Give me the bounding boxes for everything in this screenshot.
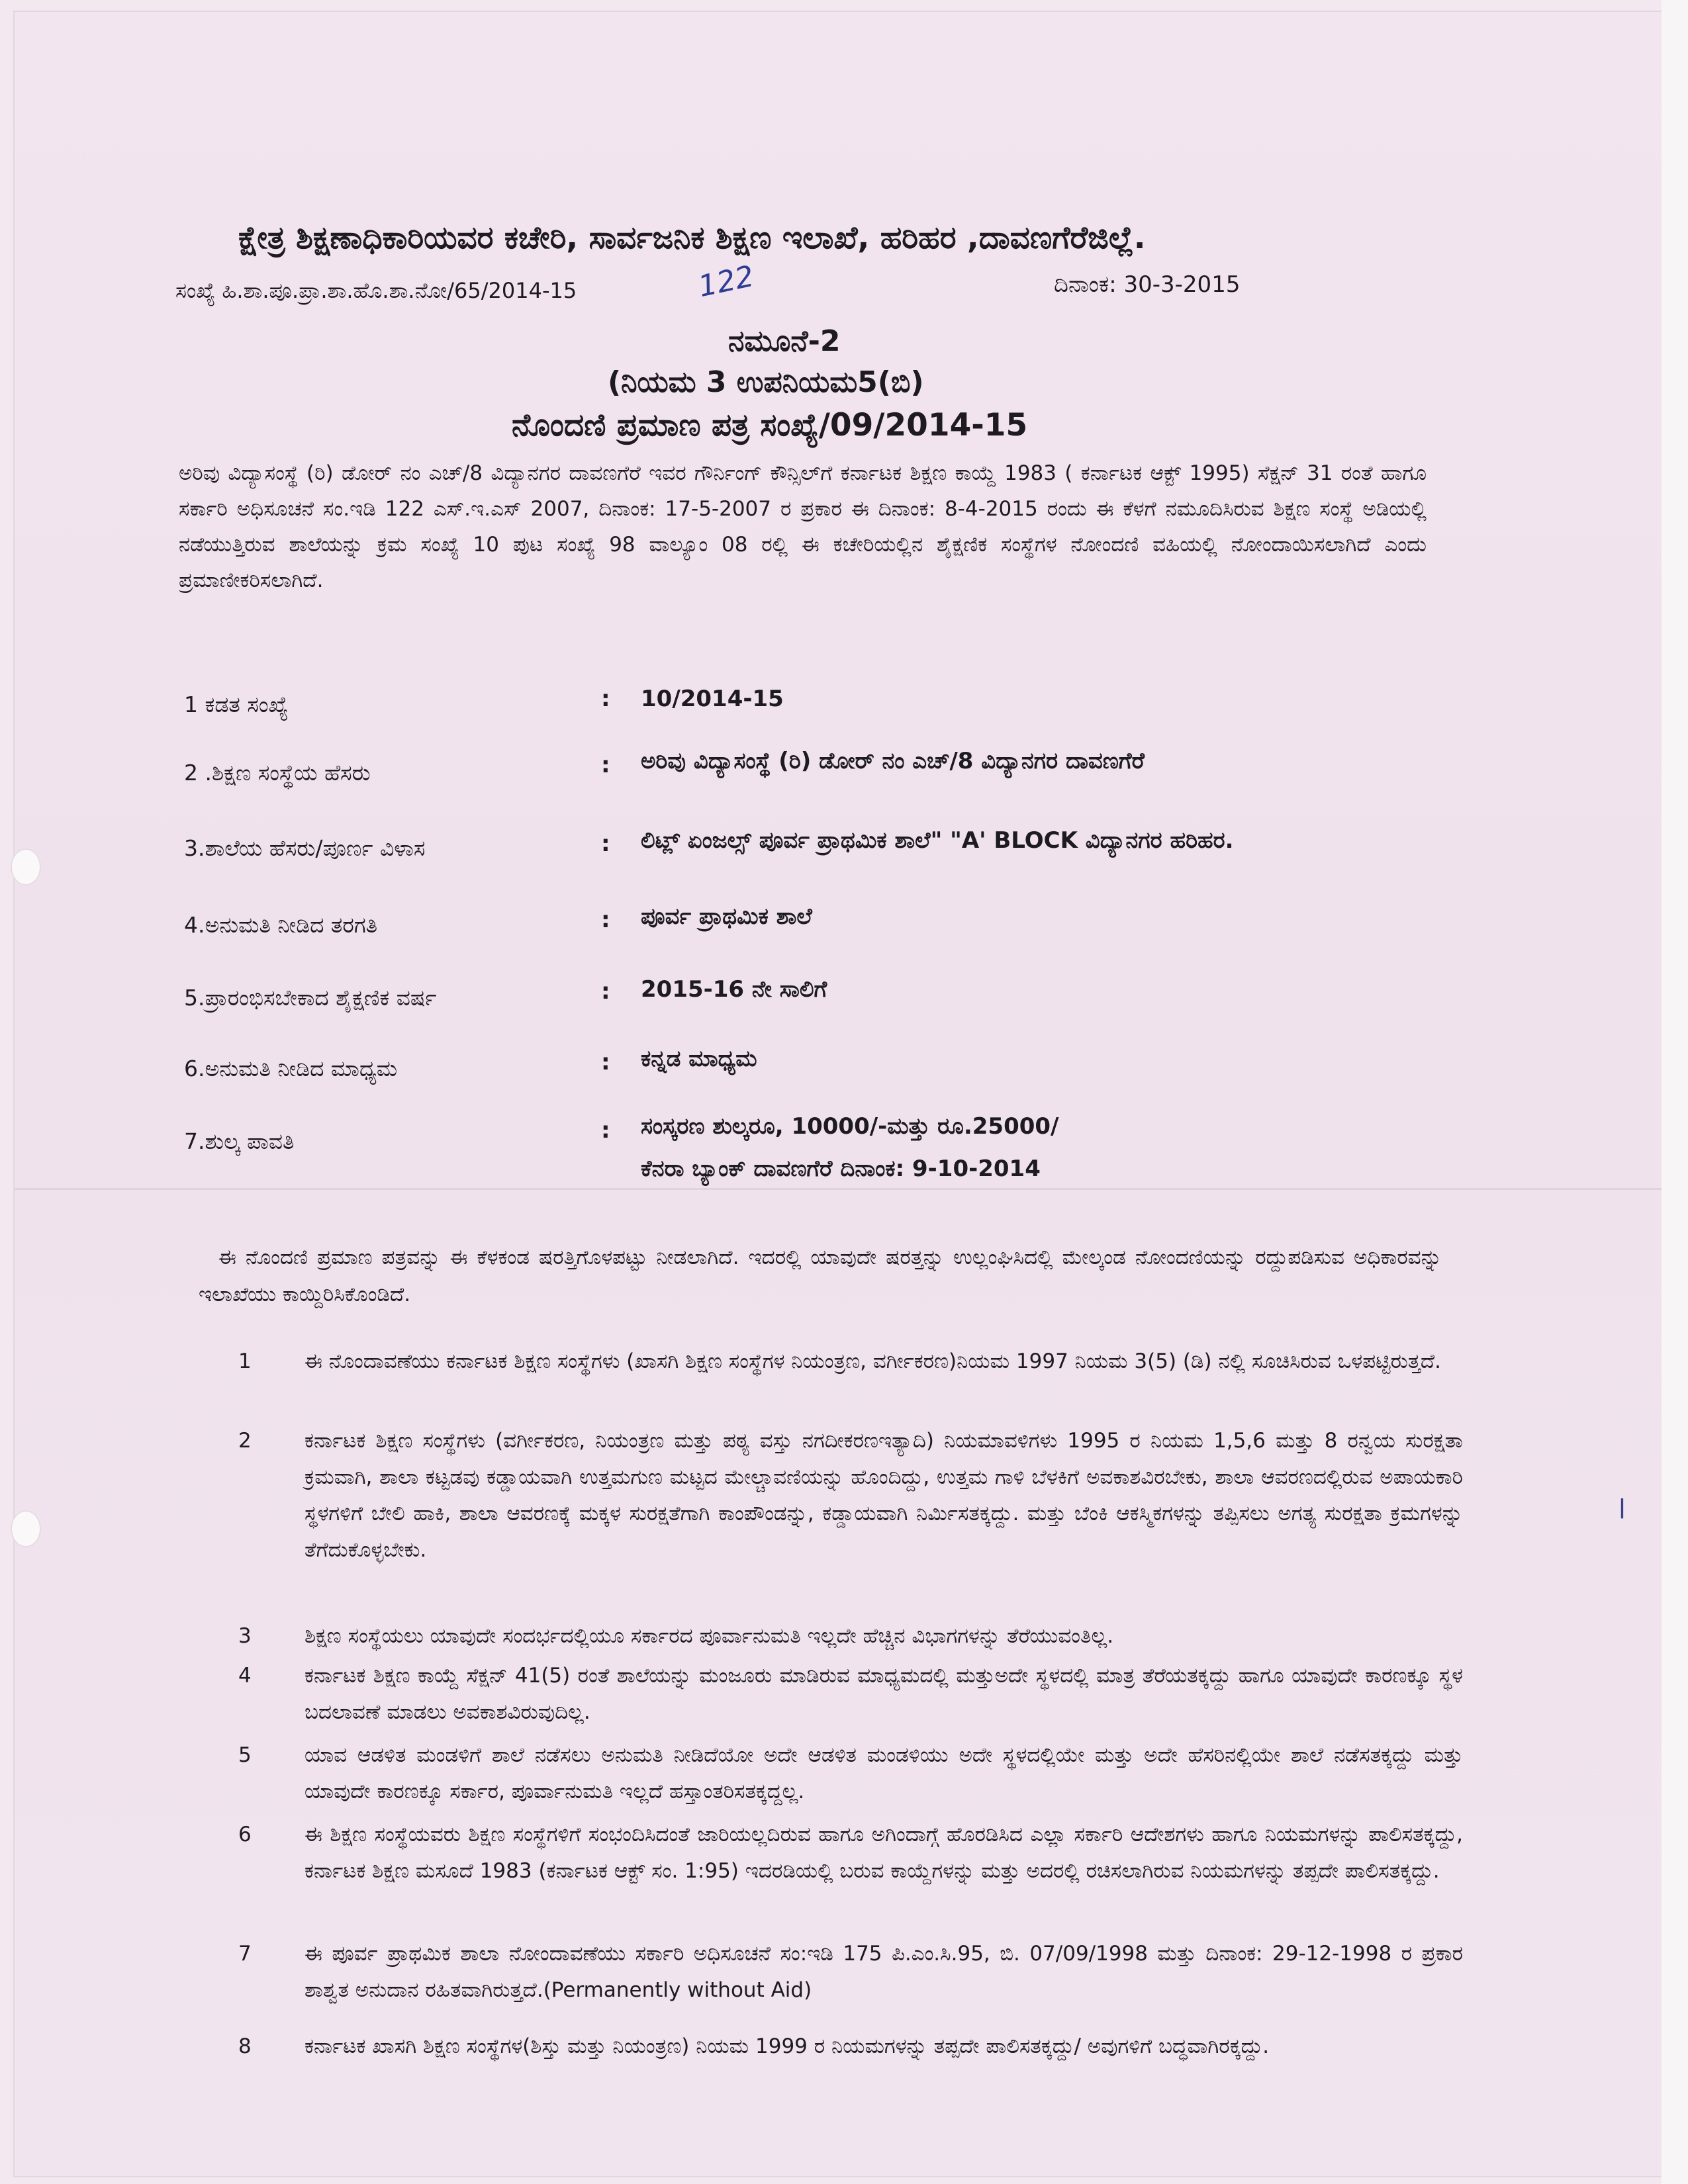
punch-hole <box>11 1510 41 1547</box>
field-value: ಪೂರ್ವ ಪ್ರಾಥಮಿಕ ಶಾಲೆ <box>641 903 812 930</box>
office-title: ಕ್ಷೇತ್ರ ಶಿಕ್ಷಣಾಧಿಕಾರಿಯವರ ಕಚೇರಿ, ಸಾರ್ವಜನಿಕ ಶಿಕ್ಷಣ ಇಲಾಖೆ, ಹರಿಹರ ,ದಾವಣಗೆರೆಜಿಲ್ಲೆ. <box>238 220 1146 256</box>
rule-reference: (ನಿಯಮ 3 ಉಪನಿಯಮ5(ಬಿ) <box>608 365 924 399</box>
field-colon: : <box>601 686 610 712</box>
condition-item <box>238 1618 1463 1655</box>
condition-text: ಈ ನೊಂದಾವಣೆಯು ಕರ್ನಾಟಕ ಶಿಕ್ಷಣ ಸಂಸ್ಥೆಗಳು (ಖಾಸಗಿ ಶಿಕ್ಷಣ ಸಂಸ್ಥೆಗಳ ನಿಯಂತ್ರಣ, ವರ್ಗೀಕರಣ)ನಿಯಮ 1997 ನಿಯಮ 3(5) (ಡಿ) ನಲ್ಲಿ ಸೂಚಿಸಿರುವ ಒಳಪಟ್ಟಿರುತ್ತದೆ. <box>305 1349 1442 1373</box>
condition-number: 1 <box>238 1349 252 1373</box>
condition-text: ಕರ್ನಾಟಕ ಶಿಕ್ಷಣ ಕಾಯ್ದೆ ಸೆಕ್ಷನ್ 41(5) ರಂತೆ ಶಾಲೆಯನ್ನು ಮಂಜೂರು ಮಾಡಿರುವ ಮಾಧ್ಯಮದಲ್ಲಿ ಮತ್ತುಅದೇ ಸ್ಥಳದಲ್ಲಿ ಮಾತ್ರ ತೆರೆಯತಕ್ಕದ್ದು ಹಾಗೂ ಯಾವುದೇ ಕಾರಣಕ್ಕೂ ಸ್ಥಳ ಬದಲಾವಣೆ ಮಾಡಲು ಅವಕಾಶವಿರುವುದಿಲ್ಲ. <box>305 1664 1463 1724</box>
handwritten-number: 122 <box>695 259 757 304</box>
field-value: ಅರಿವು ವಿದ್ಯಾಸಂಸ್ಥೆ (ರಿ) ಡೋರ್ ನಂ ಎಚ್/8 ವಿದ್ಯಾನಗರ ದಾವಣಗೆರೆ <box>641 748 1145 774</box>
condition-text: ಕರ್ನಾಟಕ ಶಿಕ್ಷಣ ಸಂಸ್ಥೆಗಳು (ವರ್ಗೀಕರಣ, ನಿಯಂತ್ರಣ ಮತ್ತು ಪಠ್ಯ ವಸ್ತು ನಗದೀಕರಣಇತ್ಯಾದಿ) ನಿಯಮಾವಳಿಗಳು 1995 ರ ನಿಯಮ 1,5,6 ಮತ್ತು 8 ರನ್ವಯ ಸುರಕ್ಷತಾ ಕ್ರಮವಾಗಿ, ಶಾಲಾ ಕಟ್ಟಡವು ಕಡ್ಡಾಯವಾಗಿ ಉತ್ತಮಗುಣ ಮಟ್ಟದ ಮೇಲ್ಚಾವಣಿಯನ್ನು ಹೊಂದಿದ್ದು, ಉತ್ತಮ ಗಾಳಿ ಬೆಳಕಿಗೆ ಅವಕಾಶವಿರಬೇಕು, ಶಾಲಾ ಆವರಣದಲ್ಲಿರುವ ಅಪಾಯಕಾರಿ ಸ್ಥಳಗಳಿಗೆ ಬೇಲಿ ಹಾಕಿ, ಶಾಲಾ ಆವರಣಕ್ಕೆ ಮಕ್ಕಳ ಸುರಕ್ಷತೆಗಾಗಿ ಕಾಂಪೌಂಡನ್ನು, ಕಡ್ಡಾಯವಾಗಿ ನಿರ್ಮಿಸತಕ್ಕದ್ದು. ಮತ್ತು ಬೆಂಕಿ ಆಕಸ್ಮಿಕಗಳನ್ನು ತಪ್ಪಿಸಲು ಅಗತ್ಯ ಸುರಕ್ಷತಾ ಕ್ರಮಗಳನ್ನು ತೆಗೆದುಕೊಳ್ಳಬೇಕು. <box>305 1429 1463 1562</box>
field-colon: : <box>601 752 610 778</box>
field-colon: : <box>601 1049 610 1075</box>
condition-number: 3 <box>238 1624 252 1648</box>
condition-item <box>238 1658 1463 1731</box>
condition-number: 6 <box>238 1823 252 1846</box>
condition-number: 7 <box>238 1942 252 1966</box>
field-value: ಕನ್ನಡ ಮಾಧ್ಯಮ <box>641 1046 757 1072</box>
condition-number: 2 <box>238 1429 252 1453</box>
condition-item <box>238 1343 1463 1380</box>
field-label: 1 ಕಡತ ಸಂಖ್ಯೆ <box>184 692 289 717</box>
condition-text: ಈ ಪೂರ್ವ ಪ್ರಾಥಮಿಕ ಶಾಲಾ ನೋಂದಾವಣೆಯು ಸರ್ಕಾರಿ ಅಧಿಸೂಚನೆ ಸಂ:ಇಡಿ 175 ಪಿ.ಎಂ.ಸಿ.95, ಬಿ. 07/09/1998 ಮತ್ತು ದಿನಾಂಕ: 29-12-1998 ರ ಪ್ರಕಾರ ಶಾಶ್ವತ ಅನುದಾನ ರಹಿತವಾಗಿರುತ್ತದೆ.(Permanently without Aid) <box>305 1942 1463 2002</box>
conditions-intro: ಈ ನೊಂದಣಿ ಪ್ರಮಾಣ ಪತ್ರವನ್ನು ಈ ಕೆಳಕಂಡ ಷರತ್ತಿಗೊಳಪಟ್ಟು ನೀಡಲಾಗಿದೆ. ಇದರಲ್ಲಿ ಯಾವುದೇ ಷರತ್ತನ್ನು ಉಲ್ಲಂಘಿಸಿದಲ್ಲಿ ಮೇಲ್ಕಂಡ ನೋಂದಣಿಯನ್ನು ರದ್ದುಪಡಿಸುವ ಅಧಿಕಾರವನ್ನು ಇಲಾಖೆಯು ಕಾಯ್ದಿರಿಸಿಕೊಂಡಿದೆ. <box>199 1246 1442 1306</box>
field-label: 2 .ಶಿಕ್ಷಣ ಸಂಸ್ಥೆಯ ಹೆಸರು <box>184 760 371 786</box>
reference-number: ಸಂಖ್ಯೆ ಹಿ.ಶಾ.ಪೂ.ಪ್ರಾ.ಶಾ.ಹೊ.ಶಾ.ನೋ/65/2014-15 <box>175 278 577 303</box>
field-label: 5.ಪ್ರಾರಂಭಿಸಬೇಕಾದ ಶೈಕ್ಷಣಿಕ ವರ್ಷ <box>184 985 437 1011</box>
document-date: ದಿನಾಂಕ: 30-3-2015 <box>1054 271 1241 298</box>
scan-margin <box>1662 0 1688 2184</box>
field-value-line2: ಕೆನರಾ ಬ್ಯಾಂಕ್ ದಾವಣಗೆರೆ ದಿನಾಂಕ: 9-10-2014 <box>641 1156 1041 1182</box>
condition-number: 8 <box>238 2034 252 2058</box>
condition-number: 4 <box>238 1664 252 1688</box>
field-label: 4.ಅನುಮತಿ ನೀಡಿದ ತರಗತಿ <box>184 912 378 938</box>
paper-fold-line <box>15 1188 1662 1190</box>
condition-text: ಶಿಕ್ಷಣ ಸಂಸ್ಥೆಯಲು ಯಾವುದೇ ಸಂದರ್ಭದಲ್ಲಿಯೂ ಸರ್ಕಾರದ ಪೂರ್ವಾನುಮತಿ ಇಲ್ಲದೇ ಹೆಚ್ಚಿನ ವಿಭಾಗಗಳನ್ನು ತೆರೆಯುವಂತಿಲ್ಲ. <box>305 1624 1114 1648</box>
field-colon: : <box>601 831 610 857</box>
punch-hole <box>11 848 41 886</box>
condition-item <box>238 1737 1463 1810</box>
field-value: ಸಂಸ್ಕರಣ ಶುಲ್ಕರೂ, 10000/-ಮತ್ತು ರೂ.25000/ <box>641 1113 1059 1140</box>
field-colon: : <box>601 1117 610 1144</box>
condition-text: ಕರ್ನಾಟಕ ಖಾಸಗಿ ಶಿಕ್ಷಣ ಸಂಸ್ಥೆಗಳ(ಶಿಸ್ತು ಮತ್ತು ನಿಯಂತ್ರಣ) ನಿಯಮ 1999 ರ ನಿಯಮಗಳನ್ನು ತಪ್ಪದೇ ಪಾಲಿಸತಕ್ಕದ್ದು/ ಅವುಗಳಿಗೆ ಬದ್ಧವಾಗಿರಕ್ಕದ್ದು. <box>305 2034 1270 2058</box>
form-number: ನಮೂನೆ-2 <box>728 324 841 358</box>
field-colon: : <box>601 978 610 1005</box>
field-label: 3.ಶಾಲೆಯ ಹೆಸರು/ಪೂರ್ಣ ವಿಳಾಸ <box>184 835 426 861</box>
field-value: ಲಿಟ್ಲ್ ಏಂಜಲ್ಸ್ ಪೂರ್ವ ಪ್ರಾಥಮಿಕ ಶಾಲೆ" "A' BLOCK ವಿದ್ಯಾನಗರ ಹರಿಹರ. <box>641 827 1234 854</box>
condition-text: ಯಾವ ಆಡಳಿತ ಮಂಡಳಿಗೆ ಶಾಲೆ ನಡೆಸಲು ಅನುಮತಿ ನೀಡಿದೆಯೋ ಅದೇ ಆಡಳಿತ ಮಂಡಳಿಯು ಅದೇ ಸ್ಥಳದಲ್ಲಿಯೇ ಮತ್ತು ಅದೇ ಹೆಸರಿನಲ್ಲಿಯೇ ಶಾಲೆ ನಡೆಸತಕ್ಕದ್ದು ಮತ್ತು ಯಾವುದೇ ಕಾರಣಕ್ಕೂ ಸರ್ಕಾರ, ಪೂರ್ವಾನುಮತಿ ಇಲ್ಲದೆ ಹಸ್ತಾಂತರಿಸತಕ್ಕದ್ದಲ್ಲ. <box>305 1743 1463 1803</box>
condition-number: 5 <box>238 1743 252 1767</box>
pen-mark: | <box>1618 1496 1626 1519</box>
condition-item <box>238 1817 1463 1889</box>
field-label: 6.ಅನುಮತಿ ನೀಡಿದ ಮಾಧ್ಯಮ <box>184 1056 398 1081</box>
condition-item <box>238 1423 1463 1569</box>
field-value: 10/2014-15 <box>641 686 784 712</box>
condition-text: ಈ ಶಿಕ್ಷಣ ಸಂಸ್ಥೆಯವರು ಶಿಕ್ಷಣ ಸಂಸ್ಥೆಗಳಿಗೆ ಸಂಭಂದಿಸಿದಂತೆ ಜಾರಿಯಲ್ಲದಿರುವ ಹಾಗೂ ಅಗಿಂದಾಗ್ಗೆ ಹೊರಡಿಸಿದ ಎಲ್ಲಾ ಸರ್ಕಾರಿ ಆದೇಶಗಳು ಹಾಗೂ ನಿಯಮಗಳನ್ನು ಪಾಲಿಸತಕ್ಕದ್ದು, ಕರ್ನಾಟಕ ಶಿಕ್ಷಣ ಮಸೂದೆ 1983 (ಕರ್ನಾಟಕ ಆಕ್ಟ್ ಸಂ. 1:95) ಇದರಡಿಯಲ್ಲಿ ಬರುವ ಕಾಯ್ದೆಗಳನ್ನು ಮತ್ತು ಅದರಲ್ಲಿ ರಚಿಸಲಾಗಿರುವ ನಿಯಮಗಳನ್ನು ತಪ್ಪದೇ ಪಾಲಿಸತಕ್ಕದ್ದು. <box>305 1823 1463 1883</box>
condition-item <box>238 1936 1463 2009</box>
certificate-title: ನೊಂದಣಿ ಪ್ರಮಾಣ ಪತ್ರ ಸಂಖ್ಯೆ/09/2014-15 <box>512 407 1028 443</box>
field-value: 2015-16 ನೇ ಸಾಲಿಗೆ <box>641 976 827 1003</box>
field-colon: : <box>601 907 610 933</box>
condition-item <box>238 2028 1463 2065</box>
intro-paragraph: ಅರಿವು ವಿದ್ಯಾಸಂಸ್ಥೆ (ರಿ) ಡೋರ್ ನಂ ಎಚ್/8 ವಿದ್ಯಾನಗರ ದಾವಣಗೆರೆ ಇವರ ಗೌರ್ನಿಂಗ್ ಕೌನ್ಸಿಲ್‌ಗೆ ಕರ್ನಾಟಕ ಶಿಕ್ಷಣ ಕಾಯ್ದೆ 1983 ( ಕರ್ನಾಟಕ ಆಕ್ಟ್ 1995) ಸೆಕ್ಷನ್ 31 ರಂತೆ ಹಾಗೂ ಸರ್ಕಾರಿ ಅಧಿಸೂಚನೆ ಸಂ.ಇಡಿ 122 ಎಸ್.ಇ.ಎಸ್ 2007, ದಿನಾಂಕ: 17-5-2007 ರ ಪ್ರಕಾರ ಈ ದಿನಾಂಕ: 8-4-2015 ರಂದು ಈ ಕೆಳಗೆ ನಮೂದಿಸಿರುವ ಶಿಕ್ಷಣ ಸಂಸ್ಥೆ ಅಡಿಯಲ್ಲಿ ನಡೆಯುತ್ತಿರುವ ಶಾಲೆಯನ್ನು ಕ್ರಮ ಸಂಖ್ಯೆ 10 ಪುಟ ಸಂಖ್ಯೆ 98 ವಾಲ್ಯೂಂ 08 ರಲ್ಲಿ ಈ ಕಚೇರಿಯಲ್ಲಿನ ಶೈಕ್ಷಣಿಕ ಸಂಸ್ಥೆಗಳ ನೋಂದಣಿ ವಹಿಯಲ್ಲಿ ನೋಂದಾಯಿಸಲಾಗಿದೆ ಎಂದು ಪ್ರಮಾಣೀಕರಿಸಲಾಗಿದೆ. <box>179 461 1427 592</box>
field-label: 7.ಶುಲ್ಕ ಪಾವತಿ <box>184 1128 295 1154</box>
